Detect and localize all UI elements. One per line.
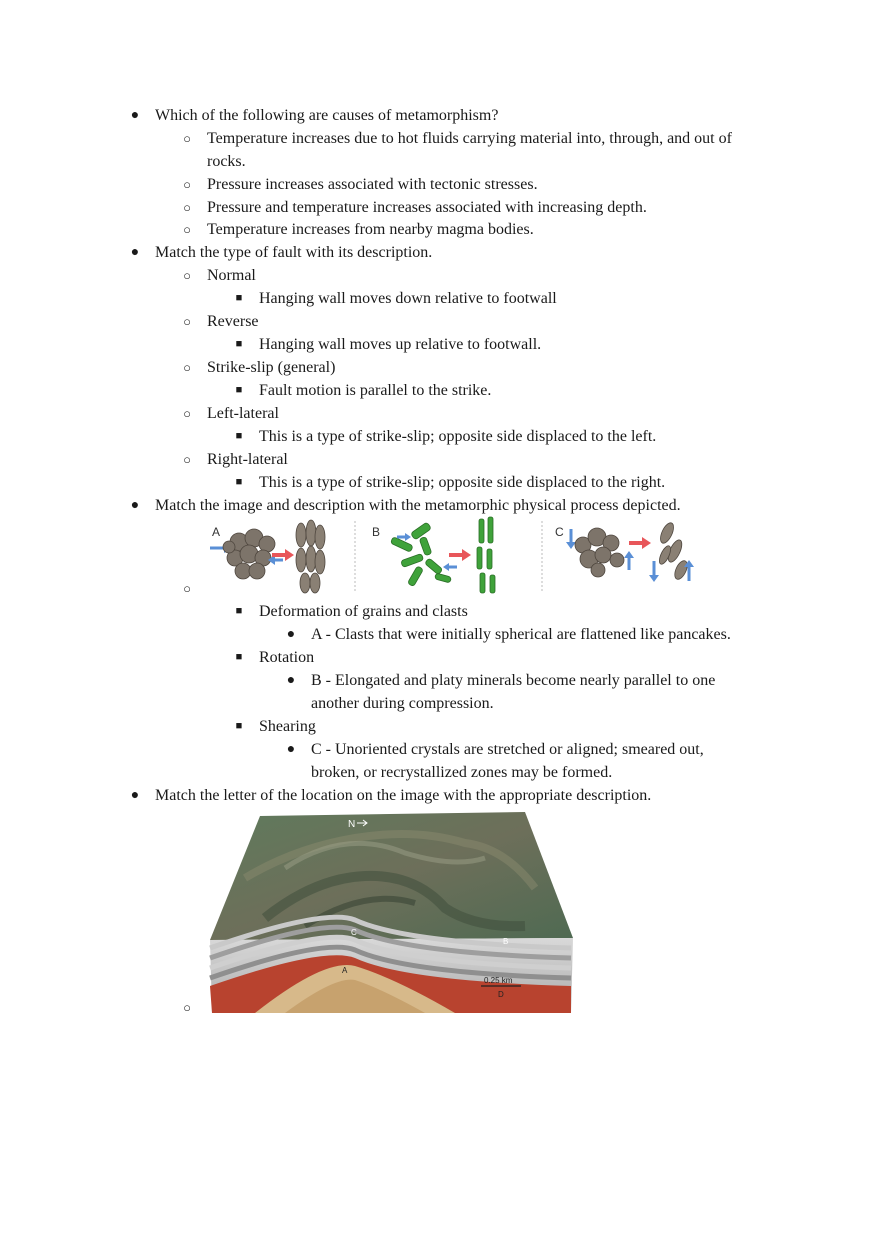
bullet-square-icon: ■ [235,384,243,396]
bullet-circle-icon: ○ [183,1000,191,1015]
bullet-circle-icon: ○ [183,581,191,596]
metamorphic-process-figure [205,515,705,595]
bullet-disc-icon: ● [286,673,296,688]
scale-label: 0.25 km [484,976,513,985]
panel-c [555,521,694,582]
sheared-crystals [657,521,690,581]
panel-label-c: C [555,525,564,539]
bullet-circle-icon: ○ [183,222,191,237]
bullet-circle-icon: ○ [183,268,191,283]
flattened-clasts [296,520,325,593]
question-text: Match the image and description with the metamorphic physical process depicted. [155,497,681,514]
label-c: C [351,928,357,937]
bullet-square-icon: ■ [235,605,243,617]
unoriented-crystals [575,528,624,577]
question-text: Match the type of fault with its description. [155,244,433,261]
fold-block-diagram [205,808,575,1016]
bullet-disc-icon: ● [286,627,296,642]
bullet-disc-icon: ● [286,742,296,757]
bullet-square-icon: ■ [235,292,243,304]
panel-label-b: B [372,525,381,539]
bullet-square-icon: ■ [235,430,243,442]
bullet-circle-icon: ○ [183,200,191,215]
bullet-disc-icon: ● [130,788,140,803]
bullet-circle-icon: ○ [183,131,191,146]
bullet-square-icon: ■ [235,476,243,488]
bullet-square-icon: ■ [235,338,243,350]
bullet-square-icon: ■ [235,720,243,732]
bullet-circle-icon: ○ [183,177,191,192]
bullet-disc-icon: ● [130,108,140,123]
panel-b [372,517,495,593]
label-a: A [342,966,348,975]
label-b: B [503,937,509,946]
round-clasts [223,529,275,579]
document-page: ● Which of the following are causes of metamorphism? ○ Temperature increases due to hot fluids carrying material into, through, and out of rocks. ○ Pressure increases associated with tectonic stresses. ○ Pressure and temperature increases associated with increasing depth. ○ Temperature increases from nearby magma bodies. ● Match the type of fault with its description. ○ Normal ■ Hanging wall moves down relative to footwall ○ Reverse ■ Hanging wall moves up relative to footwall. ○ Strike-slip (general) ■ Fault motion is parallel to the strike. ○ Left-lateral ■ This is a type of strike-slip; opposite side displaced to the left. ○ Right-lateral ■ This is a type of strike-slip; opposite side displaced to the right. ● Match the image and description with the metamorphic physical process depicted. A B C ○ ■ Deformation of grains and clasts ● A - Clasts that were initially spherical are flattened like pancakes. ■ Rotation ● B - Elongated and platy minerals become nearly parallel to one another during compression. ■ Shearing ● C - Unoriented crystals are stretched or aligned; smeared out, broken, or recrystallized zones may be formed. ● Match the letter of the location on the image with the appropriate description. N C A B 0.25 km D ○ [0,0,880,1247]
question-text: Which of the following are causes of metamorphism? [155,107,499,124]
north-label: N [348,819,356,830]
bullet-circle-icon: ○ [183,360,191,375]
aligned-minerals [477,517,495,593]
bullet-square-icon: ■ [235,651,243,663]
bullet-disc-icon: ● [130,498,140,513]
label-d: D [498,990,504,999]
question-text: Match the letter of the location on the image with the appropriate description. [155,787,652,804]
platy-minerals [390,522,451,587]
bullet-disc-icon: ● [130,245,140,260]
bullet-circle-icon: ○ [183,406,191,421]
bullet-circle-icon: ○ [183,452,191,467]
panel-label-a: A [212,525,221,539]
panel-a [210,520,325,593]
bullet-circle-icon: ○ [183,314,191,329]
